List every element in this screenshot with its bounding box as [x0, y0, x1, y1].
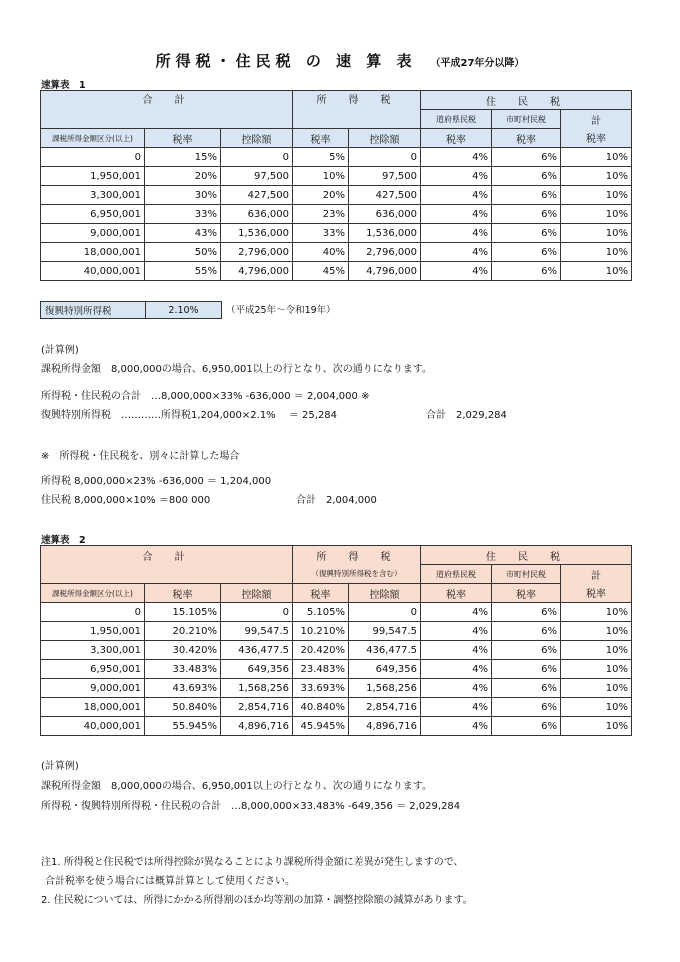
table-cell: 43% — [145, 224, 221, 243]
header-shichoson: 市町村民税 — [492, 110, 561, 129]
table-cell: 33% — [293, 224, 349, 243]
table-cell: 99,547.5 — [221, 622, 293, 641]
header-shotoku-rate: 税率 — [293, 129, 349, 148]
example1-line5-total: 合計 2,004,000 — [296, 495, 377, 506]
table-cell: 427,500 — [221, 186, 293, 205]
table-cell: 4% — [421, 262, 492, 281]
header2-kei: 計 — [561, 565, 632, 584]
table-cell: 55% — [145, 262, 221, 281]
title-sub: （平成27年分以降） — [430, 58, 525, 69]
header-shotoku-kojo: 控除額 — [349, 129, 421, 148]
table-cell: 10% — [293, 167, 349, 186]
table-row — [41, 679, 632, 698]
table-cell: 10% — [561, 167, 632, 186]
table-cell: 45.945% — [293, 717, 349, 736]
table-cell: 4% — [421, 660, 492, 679]
example1-note: ※ 所得税・住民税を、別々に計算した場合 — [41, 451, 240, 462]
header-kubun: 課税所得金額区分(以上) — [41, 129, 145, 148]
table-cell: 9,000,001 — [41, 679, 145, 698]
header-gokei: 合 計 — [41, 91, 293, 129]
table-cell: 33% — [145, 205, 221, 224]
table-cell: 10% — [561, 148, 632, 167]
table-cell: 636,000 — [221, 205, 293, 224]
table-cell: 23% — [293, 205, 349, 224]
example1-line3-fukko: 復興特別所得税 …………所得税1,204,000×2.1% ＝ 25,284 — [41, 410, 338, 421]
table-cell: 30.420% — [145, 641, 221, 660]
table-cell: 6% — [492, 167, 561, 186]
table-cell: 40,000,001 — [41, 262, 145, 281]
table-row — [41, 622, 632, 641]
table-row — [41, 205, 632, 224]
header2-shotoku: 所 得 税 — [293, 546, 421, 565]
table-row — [41, 148, 632, 167]
header-kei: 計 — [561, 110, 632, 129]
table-cell: 6% — [492, 603, 561, 622]
table-cell: 1,568,256 — [221, 679, 293, 698]
table-cell: 4,796,000 — [349, 262, 421, 281]
table-cell: 3,300,001 — [41, 186, 145, 205]
table-cell: 4% — [421, 167, 492, 186]
fukko-box — [40, 301, 222, 319]
table-row — [41, 167, 632, 186]
example2-line1: 課税所得金額 8,000,000の場合、6,950,001以上の行となり、次の通りになります。 — [41, 781, 432, 792]
header2-shichoson: 市町村民税 — [492, 565, 561, 584]
table-cell: 4% — [421, 603, 492, 622]
table-cell: 6% — [492, 660, 561, 679]
table-cell: 18,000,001 — [41, 698, 145, 717]
table-cell: 4% — [421, 224, 492, 243]
table-cell: 6% — [492, 205, 561, 224]
table-cell: 20% — [145, 167, 221, 186]
header-shotoku: 所 得 税 — [293, 91, 421, 129]
table-cell: 2,796,000 — [221, 243, 293, 262]
table-cell: 6,950,001 — [41, 660, 145, 679]
table-cell: 427,500 — [349, 186, 421, 205]
table-cell: 0 — [349, 148, 421, 167]
table-cell: 2,854,716 — [221, 698, 293, 717]
note-2: 2. 住民税については、所得にかかる所得割のほか均等割の加算・調整控除額の減算があります。 — [41, 895, 473, 906]
table-cell: 6% — [492, 717, 561, 736]
table-cell: 0 — [41, 603, 145, 622]
header2-jumin: 住 民 税 — [421, 546, 632, 565]
table-cell: 4% — [421, 641, 492, 660]
table-cell: 6,950,001 — [41, 205, 145, 224]
table-cell: 4% — [421, 717, 492, 736]
table-cell: 2,796,000 — [349, 243, 421, 262]
table-cell: 33.483% — [145, 660, 221, 679]
header2-shichoson-rate: 税率 — [492, 584, 561, 603]
table-cell: 10% — [561, 717, 632, 736]
table-cell: 15% — [145, 148, 221, 167]
table-cell: 99,547.5 — [349, 622, 421, 641]
header2-kei-rate: 税率 — [561, 584, 632, 603]
table-cell: 40.840% — [293, 698, 349, 717]
table-cell: 4% — [421, 205, 492, 224]
table-cell: 0 — [41, 148, 145, 167]
table-cell: 43.693% — [145, 679, 221, 698]
table-cell: 20.420% — [293, 641, 349, 660]
header2-shotoku-rate: 税率 — [293, 584, 349, 603]
table-cell: 50% — [145, 243, 221, 262]
table-cell: 6% — [492, 148, 561, 167]
table-cell: 4,796,000 — [221, 262, 293, 281]
page-title — [0, 50, 680, 71]
table-cell: 0 — [221, 148, 293, 167]
header-kei-rate: 税率 — [561, 129, 632, 148]
table-cell: 1,536,000 — [221, 224, 293, 243]
table-cell: 5% — [293, 148, 349, 167]
table-cell: 15.105% — [145, 603, 221, 622]
header-jumin: 住 民 税 — [421, 91, 632, 110]
table-row — [41, 262, 632, 281]
header2-shotoku-sub: （復興特別所得税を含む） — [293, 565, 421, 584]
table-cell: 10% — [561, 641, 632, 660]
table-cell: 649,356 — [349, 660, 421, 679]
table-cell: 4% — [421, 148, 492, 167]
table-cell: 33.693% — [293, 679, 349, 698]
header-shichoson-rate: 税率 — [492, 129, 561, 148]
rate-table-2 — [40, 545, 632, 736]
table-cell: 1,536,000 — [349, 224, 421, 243]
table-cell: 4% — [421, 698, 492, 717]
note-1b: 合計税率を使う場合には概算計算として使用ください。 — [45, 876, 295, 887]
table-cell: 4,896,716 — [221, 717, 293, 736]
fukko-period: （平成25年～令和19年） — [226, 305, 336, 316]
table-cell: 6% — [492, 622, 561, 641]
table-cell: 10% — [561, 205, 632, 224]
table-cell: 436,477.5 — [349, 641, 421, 660]
table-row — [41, 224, 632, 243]
table-cell: 30% — [145, 186, 221, 205]
table-cell: 40% — [293, 243, 349, 262]
header2-todofuken: 道府県民税 — [421, 565, 492, 584]
header2-kubun: 課税所得金額区分(以上) — [41, 584, 145, 603]
table-cell: 1,950,001 — [41, 167, 145, 186]
table-cell: 1,950,001 — [41, 622, 145, 641]
header2-gokei: 合 計 — [41, 546, 293, 565]
example1-line4: 所得税 8,000,000×23% -636,000 ＝ 1,204,000 — [41, 476, 272, 487]
table-cell: 5.105% — [293, 603, 349, 622]
table-cell: 6% — [492, 679, 561, 698]
table-cell: 10% — [561, 186, 632, 205]
header-gokei-rate: 税率 — [145, 129, 221, 148]
table-cell: 4% — [421, 243, 492, 262]
header2-gokei-rate: 税率 — [145, 584, 221, 603]
table-cell: 23.483% — [293, 660, 349, 679]
table-cell: 1,568,256 — [349, 679, 421, 698]
header-todofuken-rate: 税率 — [421, 129, 492, 148]
header2-shotoku-kojo: 控除額 — [349, 584, 421, 603]
example2-line2: 所得税・復興特別所得税・住民税の合計 …8,000,000×33.483% -649,356 ＝ 2,029,284 — [41, 801, 461, 812]
table-cell: 6% — [492, 262, 561, 281]
table-cell: 436,477.5 — [221, 641, 293, 660]
table-cell: 9,000,001 — [41, 224, 145, 243]
table-cell: 10% — [561, 603, 632, 622]
table-cell: 18,000,001 — [41, 243, 145, 262]
header2-gokei-kojo: 控除額 — [221, 584, 293, 603]
table-cell: 4% — [421, 622, 492, 641]
table-cell: 10% — [561, 243, 632, 262]
table-cell: 6% — [492, 641, 561, 660]
fukko-rate: 2.10% — [146, 302, 222, 319]
note-1a: 注1. 所得税と住民税では所得控除が異なることにより課税所得金額に差異が発生しますので、 — [41, 857, 464, 868]
table-row — [41, 717, 632, 736]
table-row — [41, 641, 632, 660]
example1-line2: 所得税・住民税の合計 …8,000,000×33% -636,000 ＝ 2,004,000 ※ — [41, 391, 370, 402]
table-cell: 6% — [492, 224, 561, 243]
table-cell: 55.945% — [145, 717, 221, 736]
table-cell: 0 — [221, 603, 293, 622]
table-cell: 4,896,716 — [349, 717, 421, 736]
table-cell: 2,854,716 — [349, 698, 421, 717]
table-cell: 45% — [293, 262, 349, 281]
table-cell: 20% — [293, 186, 349, 205]
example1-line3-total: 合計 2,029,284 — [426, 410, 507, 421]
table-cell: 649,356 — [221, 660, 293, 679]
table-cell: 6% — [492, 698, 561, 717]
table-cell: 50.840% — [145, 698, 221, 717]
table-cell: 10.210% — [293, 622, 349, 641]
table-cell: 636,000 — [349, 205, 421, 224]
example2-heading: (計算例) — [41, 761, 79, 772]
table1-label: 速算表 1 — [41, 80, 86, 91]
table-cell: 10% — [561, 679, 632, 698]
table-row — [41, 660, 632, 679]
header-gokei-kojo: 控除額 — [221, 129, 293, 148]
table-row — [41, 186, 632, 205]
table-cell: 97,500 — [221, 167, 293, 186]
table-cell: 97,500 — [349, 167, 421, 186]
table-cell: 10% — [561, 660, 632, 679]
table2-label: 速算表 2 — [41, 535, 86, 546]
rate-table-1 — [40, 90, 632, 281]
table-cell: 6% — [492, 243, 561, 262]
table-row — [41, 603, 632, 622]
table-row — [41, 698, 632, 717]
table-cell: 10% — [561, 262, 632, 281]
table-cell: 10% — [561, 698, 632, 717]
table-row — [41, 243, 632, 262]
header2-gokei-blank — [41, 565, 293, 584]
title-main: 所得税・住民税 の 速 算 表 — [155, 52, 417, 70]
table-cell: 10% — [561, 224, 632, 243]
example1-line3 — [41, 406, 337, 421]
table-cell: 10% — [561, 622, 632, 641]
example1-heading: (計算例) — [41, 345, 79, 356]
header2-todofuken-rate: 税率 — [421, 584, 492, 603]
table-cell: 20.210% — [145, 622, 221, 641]
table-cell: 4% — [421, 186, 492, 205]
table-cell: 3,300,001 — [41, 641, 145, 660]
table-cell: 40,000,001 — [41, 717, 145, 736]
header-todofuken: 道府県民税 — [421, 110, 492, 129]
table-cell: 4% — [421, 679, 492, 698]
example1-line5: 住民税 8,000,000×10% ＝800 000 — [41, 495, 211, 506]
table-cell: 6% — [492, 186, 561, 205]
example1-line1: 課税所得金額 8,000,000の場合、6,950,001以上の行となり、次の通りになります。 — [41, 364, 432, 375]
fukko-label: 復興特別所得税 — [41, 302, 146, 319]
table-cell: 0 — [349, 603, 421, 622]
